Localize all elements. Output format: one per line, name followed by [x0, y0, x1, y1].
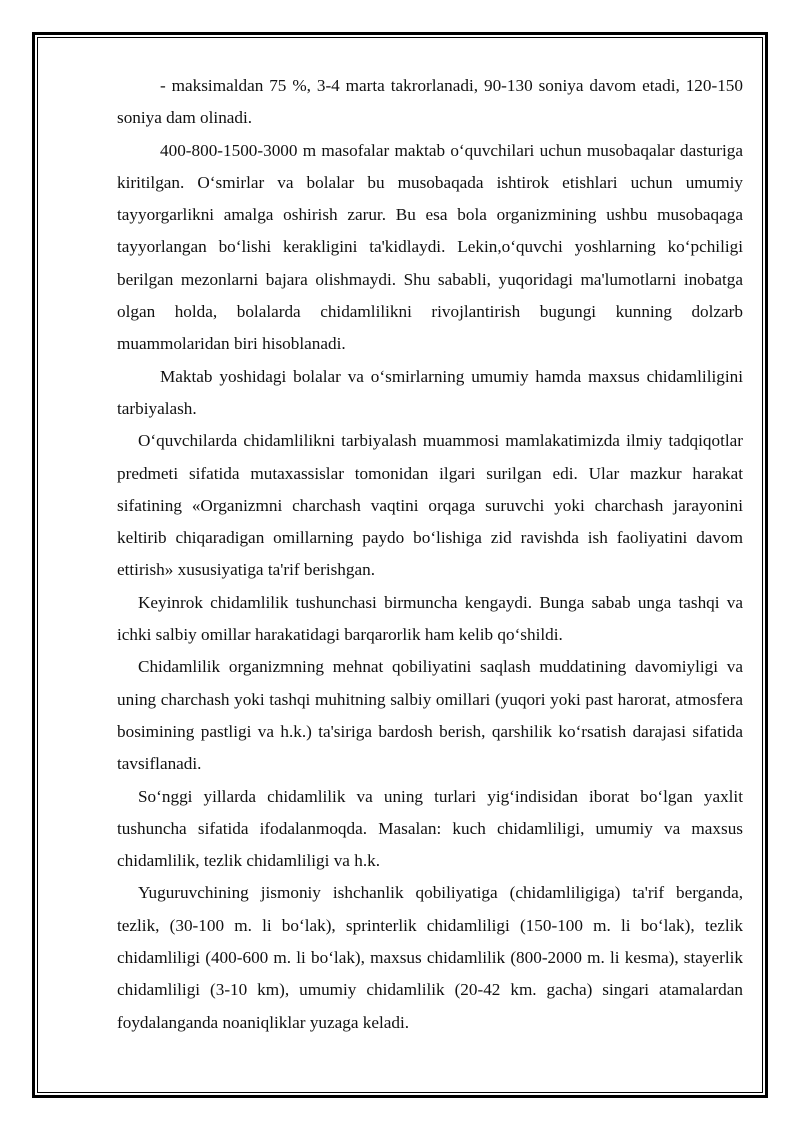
paragraph-endurance-problem: O‘quvchilarda chidamlilikni tarbiyalash muammosi mamlakatimizda ilmiy tadqiqotlar predmeti sifatida mutaxassislar tomonidan ilgari surilgan edi. Ular mazkur harakat sifatining «Organizmni charchash vaqtini orqaga suruvchi yoki charchash jarayonini keltirib chiqaradigan omillarning paydo bo‘lishiga zid ravishda ish faoliyatini davom ettirish» xususiyatiga ta'rif berishgan.	[117, 431, 743, 580]
paragraph-runner-capacity: Yuguruvchining jismoniy ishchanlik qobiliyatiga (chidamliligiga) ta'rif berganda, tezlik, (30-100 m. li bo‘lak), sprinterlik chidamliligi (150-100 m. li bo‘lak), tezlik chidamliligi (400-600 m. li bo‘lak), maxsus chidamlilik (800-2000 m. li kesma), stayerlik chidamliligi (3-10 km), umumiy chidamlilik (20-42 km. gacha) singari atamalardan foydalanganda noaniqliklar yuzaga keladi.	[117, 883, 743, 1032]
paragraph-distances: 400-800-1500-3000 m masofalar maktab o‘quvchilari uchun musobaqalar dasturiga kiritilgan. O‘smirlar va bolalar bu musobaqada ishtirok etishlari uchun umumiy tayyorgarlikni amalga oshirish zarur. Bu esa bola organizmining ushbu musobaqaga tayyorlangan bo‘lishi kerakligini ta'kidlaydi. Lekin,o‘quvchi yoshlarning ko‘pchiligi berilgan mezonlarni bajara olishmaydi. Shu sababli, yuqoridagi ma'lumotlarni inobatga olgan holda, bolalarda chidamlilikni rivojlantirish bugungi kunning dolzarb muammolaridan biri hisoblanadi.	[117, 140, 743, 354]
paragraph-endurance-definition: Chidamlilik organizmning mehnat qobiliyatini saqlash muddatining davomiyligi va uning charchash yoki tashqi muhitning salbiy omillari (yuqori yoki past harorat, atmosfera bosimining pastligi va h.k.) ta'siriga bardosh berish, qarshilik ko‘rsatish darajasi sifatida tavsiflanadi.	[117, 657, 743, 774]
paragraph-concept-expanded: Keyinrok chidamlilik tushunchasi birmuncha kengaydi. Bunga sabab unga tashqi va ichki salbiy omillar harakatidagi barqarorlik ham kelib qo‘shildi.	[117, 592, 743, 645]
paragraph-section-heading: Maktab yoshidagi bolalar va o‘smirlarning umumiy hamda maxsus chidamliligini tarbiyalash.	[117, 366, 743, 418]
paragraph-intensity-note: - maksimaldan 75 %, 3-4 marta takrorlanadi, 90-130 soniya davom etadi, 120-150 soniya dam olinadi.	[117, 76, 743, 128]
document-body	[117, 70, 743, 1039]
paragraph-endurance-types: So‘nggi yillarda chidamlilik va uning turlari yig‘indisidan iborat bo‘lgan yaxlit tushuncha sifatida ifodalanmoqda. Masalan: kuch chidamliligi, umumiy va maxsus chidamlilik, tezlik chidamliligi va h.k.	[117, 786, 743, 871]
